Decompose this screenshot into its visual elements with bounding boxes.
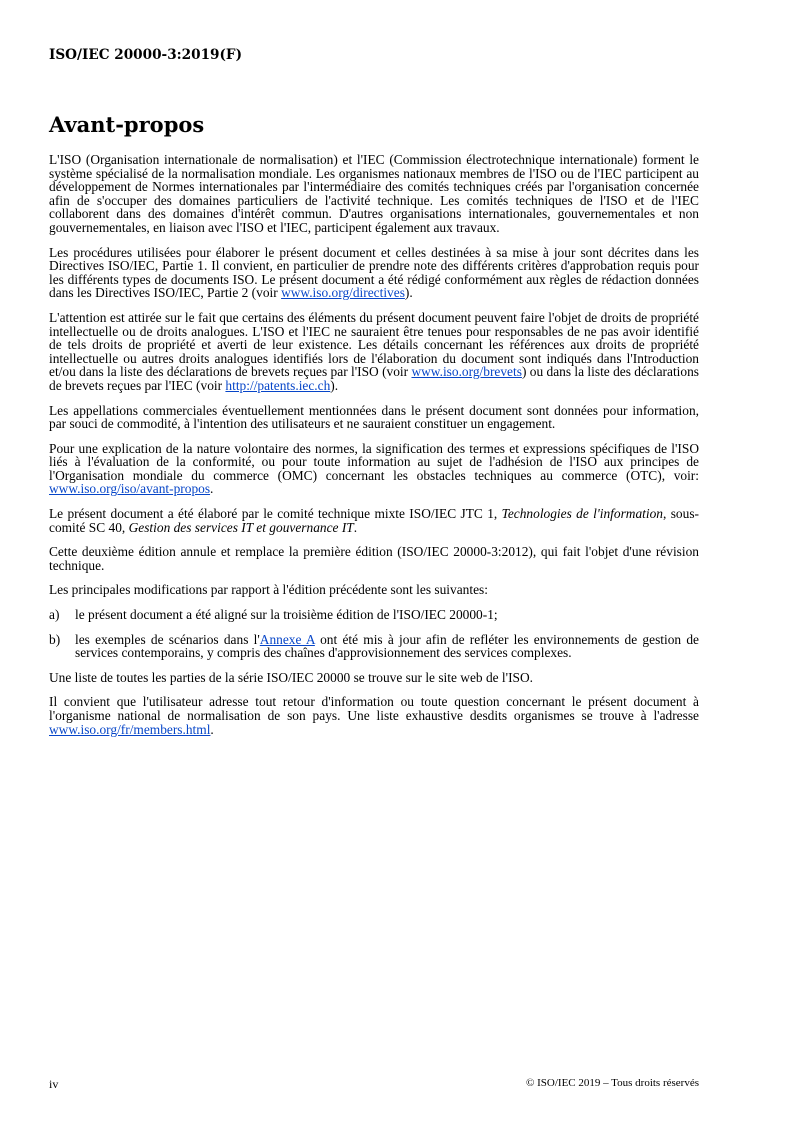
paragraph-feedback [49, 695, 699, 736]
list-marker-b: b) [49, 631, 61, 647]
list-b-end: ont été mis à jour afin de refléter les environnements de gestion de services contemporains, y compris des chaînes d'approvisionnement des services complexes. [75, 631, 699, 661]
paragraph-procedures [49, 246, 699, 300]
paragraph-feedback-text: Il convient que l'utilisateur adresse tout retour d'information ou toute question concernant le présent document à l'organisme national de normalisation de son pays. Une liste exhaustive desdits organismes se trouve à l'adresse [49, 694, 699, 723]
page-number: iv [49, 1077, 59, 1091]
paragraph-patents-end: ). [330, 377, 339, 393]
link-directives[interactable]: www.iso.org/directives [281, 285, 405, 301]
paragraph-voluntary-text: Pour une explication de la nature volontaire des normes, la signification des termes et expressions spécifiques de l'ISO liés à l'évaluation de la conformité, ou pour toute information au sujet de l'adhésion de l'ISO aux principes de l'Organisation mondiale du commerce (OMC) concernant les obstacles techniques au commerce (OTC), voir: [49, 440, 699, 483]
committee-text-a: Le présent document a été élaboré par le comité technique mixte ISO/IEC JTC 1, [49, 506, 502, 522]
paragraph-trade-names: Les appellations commerciales éventuellement mentionnées dans le présent document sont données pour information, par souci de commodité, à l'intention des utilisateurs et ne sauraient constituer un engagement. [49, 402, 699, 432]
committee-text-end: . [353, 519, 358, 535]
link-iso-brevets[interactable]: www.iso.org/brevets [411, 364, 522, 380]
paragraph-patents-mid: ) ou dans la liste des déclarations de brevets reçues par l'IEC (voir [49, 364, 699, 393]
paragraph-iso-iec-intro: L'ISO (Organisation internationale de normalisation) et l'IEC (Commission électrotechnique internationale) forment le système spécialisé de la normalisation mondiale. Les organismes nationaux membres de l'ISO ou de l'IEC participent au développement de Normes internationales par l'intermédiaire des comités techniques créés par l'organisation concernée afin de s'occuper des domaines particuliers de l'activité technique. Les comités techniques de l'ISO et de l'IEC collaborent dans des domaines d'intérêt commun. D'autres organisations internationales, gouvernementales et non gouvernementales, en liaison avec l'ISO et l'IEC, participent également aux travaux. [49, 152, 699, 235]
committee-title: Technologies de l'information [501, 506, 663, 522]
document-body [49, 153, 699, 747]
paragraph-edition: Cette deuxième édition annule et remplace la première édition (ISO/IEC 20000-3:2012), qui fait l'objet d'une révision technique. [49, 544, 699, 573]
subcommittee-title: Gestion des services IT et gouvernance IT [128, 519, 354, 535]
list-text-a: le présent document a été aligné sur la troisième édition de l'ISO/IEC 20000-1; [75, 607, 498, 623]
paragraph-feedback-end: . [210, 721, 214, 737]
paragraph-changes-intro: Les principales modifications par rapport à l'édition précédente sont les suivantes: [49, 582, 488, 598]
list-text-b [75, 633, 699, 660]
paragraph-committee [49, 507, 699, 534]
list-b-text: les exemples de scénarios dans l' [75, 631, 260, 647]
paragraph-voluntary-standards [49, 442, 699, 496]
paragraph-procedures-end: ). [404, 285, 413, 301]
list-marker-a: a) [49, 607, 60, 623]
link-members[interactable]: www.iso.org/fr/members.html [49, 721, 211, 737]
list-item-b [49, 633, 699, 660]
list-item-a [49, 608, 699, 622]
link-avant-propos[interactable]: www.iso.org/iso/avant-propos [49, 481, 211, 497]
paragraph-patents-text: L'attention est attirée sur le fait que certains des éléments du présent document peuvent faire l'objet de droits de propriété intellectuelle ou de droits analogues. L'ISO et l'IEC ne sauraient être tenues pour responsables de ne pas avoir identifié de tels droits de propriété et averti de leur existence. Les détails concernant les références aux droits de propriété intellectuelle ou autres droits analogues identifiés lors de l'élaboration du document sont indiqués dans l'Introduction et/ou dans la liste des déclarations de brevets reçues par l'ISO (voir [49, 309, 699, 380]
link-annexe-a[interactable]: Annexe A [259, 631, 315, 647]
paragraph-voluntary-end: . [210, 481, 214, 497]
committee-text-b: , sous-comité SC 40, [49, 506, 699, 535]
link-iec-patents[interactable]: http://patents.iec.ch [225, 377, 331, 393]
document-id-header: ISO/IEC 20000-3:2019(F) [49, 47, 243, 63]
copyright-notice: © ISO/IEC 2019 – Tous droits réservés [526, 1077, 699, 1089]
paragraph-series-list: Une liste de toutes les parties de la série ISO/IEC 20000 se trouve sur le site web de l'ISO. [49, 669, 533, 685]
paragraph-patents [49, 311, 699, 393]
page-title: Avant-propos [49, 112, 205, 137]
paragraph-procedures-text: Les procédures utilisées pour élaborer le présent document et celles destinées à sa mise à jour sont décrites dans les Directives ISO/IEC, Partie 1. Il convient, en particulier de prendre note des différents critères d'approbation requis pour les différents types de documents ISO. Le présent document a été rédigé conformément aux règles de rédaction données dans les Directives ISO/IEC, Partie 2 (voir [49, 244, 699, 301]
